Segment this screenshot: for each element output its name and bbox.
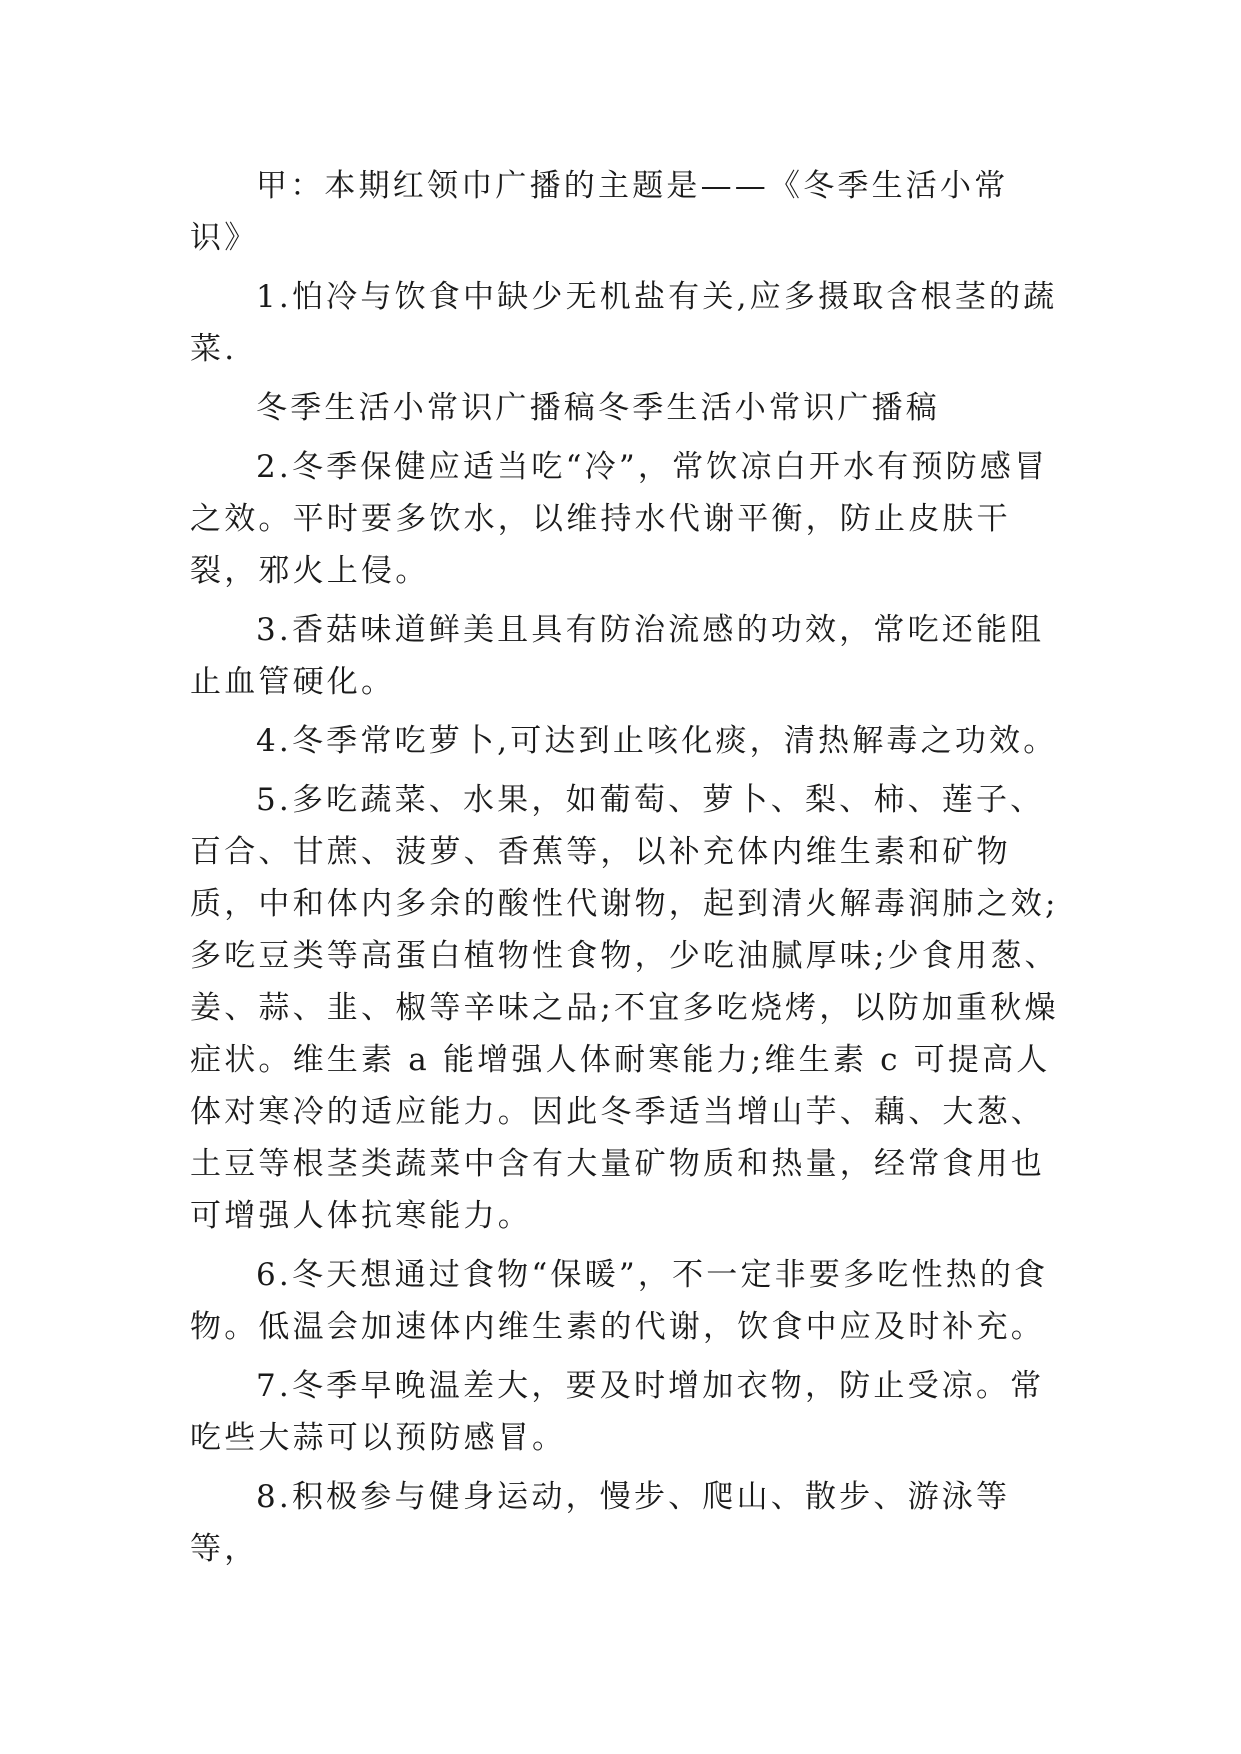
paragraph-tip-2: 2.冬季保健应适当吃“冷”，常饮凉白开水有预防感冒之效。平时要多饮水，以维持水代谢平衡，防止皮肤干裂，邪火上侵。: [190, 449, 1049, 589]
paragraph-subtitle: 冬季生活小常识广播稿冬季生活小常识广播稿: [256, 390, 940, 426]
paragraph-tip-3: 3.香菇味道鲜美且具有防治流感的功效，常吃还能阻止血管硬化。: [190, 612, 1045, 700]
paragraph-tip-7: 7.冬季早晚温差大，要及时增加衣物，防止受凉。常吃些大蒜可以预防感冒。: [190, 1368, 1045, 1456]
paragraph-tip-1: 1.怕冷与饮食中缺少无机盐有关,应多摄取含根茎的蔬菜.: [190, 279, 1058, 367]
paragraph-tip-5: 5.多吃蔬菜、水果，如葡萄、萝卜、梨、柿、莲子、百合、甘蔗、菠萝、香蕉等，以补充体内维生素和矿物质，中和体内多余的酸性代谢物，起到清火解毒润肺之效;多吃豆类等高蛋白植物性食物，少吃油腻厚味;少食用葱、姜、蒜、韭、椒等辛味之品;不宜多吃烧烤，以防加重秋燥症状。维生素 a 能增强人体耐寒能力;维生素 c 可提高人体对寒冷的适应能力。因此冬季适当增山芋、藕、大葱、土豆等根茎类蔬菜中含有大量矿物质和热量，经常食用也可增强人体抗寒能力。: [190, 782, 1059, 1234]
document-body: [190, 160, 1060, 1582]
paragraph-tip-4: 4.冬季常吃萝卜,可达到止咳化痰，清热解毒之功效。: [256, 723, 1058, 759]
paragraph-tip-6: 6.冬天想通过食物“保暖”，不一定非要多吃性热的食物。低温会加速体内维生素的代谢，饮食中应及时补充。: [190, 1257, 1049, 1345]
paragraph-tip-8: 8.积极参与健身运动，慢步、爬山、散步、游泳等等，: [190, 1479, 1011, 1567]
paragraph-intro: 甲：本期红领巾广播的主题是——《冬季生活小常识》: [190, 168, 1009, 256]
